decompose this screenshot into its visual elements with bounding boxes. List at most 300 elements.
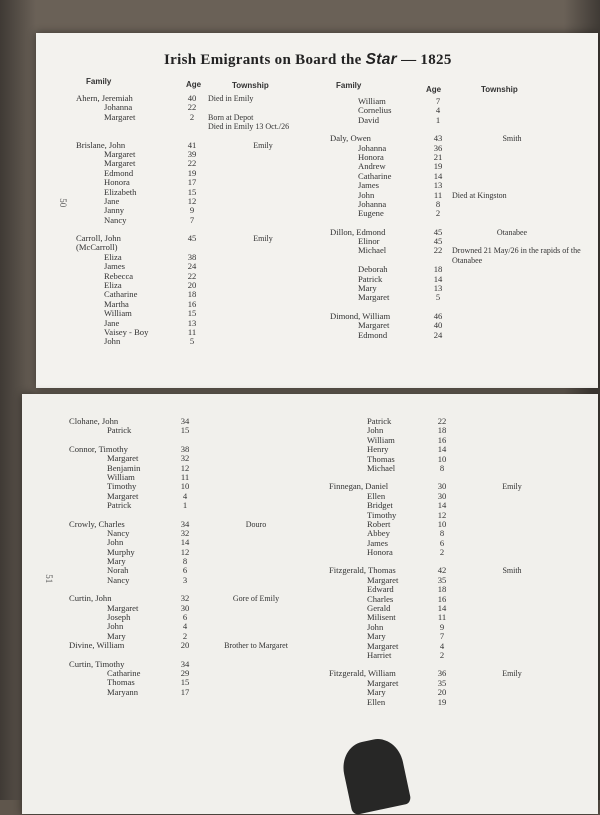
passenger-name: Mary (367, 631, 386, 642)
passenger-name: James (367, 537, 389, 548)
passenger-name: Nancy (107, 527, 130, 538)
passenger-row (329, 529, 567, 538)
page-50 (36, 33, 598, 388)
passenger-age: 14 (180, 537, 190, 548)
passenger-name: Catharine (107, 667, 141, 678)
passenger-name: Margaret (104, 158, 136, 169)
passenger-name: Abbey (367, 528, 390, 539)
passenger-row (329, 436, 567, 445)
passenger-age: 4 (435, 105, 441, 116)
passenger-row (69, 492, 311, 501)
title-year: — 1825 (401, 52, 452, 68)
passenger-age: 14 (437, 444, 447, 455)
title-ship-name: Star (365, 51, 398, 68)
passenger-age: 10 (437, 518, 447, 529)
passenger-name: Patrick (107, 500, 132, 511)
passenger-name: Ellen (367, 490, 386, 501)
passenger-age: 2 (189, 111, 195, 122)
passenger-name: Thomas (107, 677, 135, 688)
passenger-age: 21 (433, 151, 443, 162)
passenger-row (329, 482, 567, 491)
passenger-name: James (104, 261, 126, 272)
passenger-age: 1 (435, 114, 441, 125)
passenger-row (69, 538, 311, 547)
passenger-row (330, 116, 592, 125)
family-group (329, 417, 567, 473)
passenger-name: Patrick (367, 416, 392, 426)
passenger-name: Honora (358, 151, 384, 162)
passenger-name: Ellen (367, 696, 386, 707)
passenger-row (329, 566, 567, 575)
note: Died at Kingston (452, 190, 507, 200)
passenger-row (69, 594, 311, 603)
passenger-name: Eliza (104, 280, 122, 291)
passenger-row (329, 604, 567, 613)
passenger-name: William (358, 96, 386, 106)
passenger-age: 2 (439, 649, 445, 660)
note: Died in Emily (208, 94, 254, 103)
passenger-name: Margaret (107, 453, 139, 464)
passenger-age: 11 (187, 326, 197, 337)
passenger-name: Catharine (104, 289, 138, 300)
passenger-age: 22 (187, 158, 197, 169)
passenger-age: 24 (433, 329, 443, 340)
passenger-name: Finnegan, Daniel (329, 481, 389, 492)
passenger-row (69, 473, 311, 482)
passenger-row (69, 454, 311, 463)
passenger-row (69, 678, 311, 687)
passenger-row (329, 595, 567, 604)
family-group (330, 97, 592, 125)
passenger-age: 18 (437, 425, 447, 436)
township: Emily (253, 234, 273, 244)
passenger-age: 18 (187, 289, 197, 300)
passenger-age: 11 (437, 612, 447, 623)
family-group (69, 594, 311, 650)
passenger-row (329, 642, 567, 651)
passenger-name: Dimond, William (330, 310, 391, 321)
header-age-right: Age (426, 85, 442, 94)
passenger-age: 46 (433, 310, 443, 321)
passenger-row (69, 445, 311, 454)
passenger-age: 22 (437, 416, 447, 426)
township: Otanabee (496, 227, 528, 237)
passenger-name: Maryann (107, 686, 139, 697)
passenger-row (329, 464, 567, 473)
passenger-name: Fitzgerald, William (329, 668, 396, 679)
passenger-row (69, 641, 311, 650)
passenger-row (69, 669, 311, 678)
passenger-name: Margaret (358, 292, 390, 303)
passenger-age: 43 (433, 133, 443, 144)
passenger-name: Patrick (107, 425, 132, 436)
passenger-age: 42 (437, 565, 447, 576)
passenger-row (76, 216, 348, 225)
passenger-name: John (367, 621, 384, 632)
page-number: 51 (44, 574, 55, 584)
header-township-left: Township (232, 81, 269, 90)
passenger-row (329, 455, 567, 464)
passenger-row (69, 501, 311, 510)
passenger-name: Mary (367, 687, 386, 698)
passenger-age: 14 (437, 500, 447, 511)
passenger-name: Milisent (367, 612, 396, 623)
passenger-name: David (358, 114, 380, 125)
family-group (330, 134, 592, 219)
passenger-name: Murphy (107, 546, 135, 557)
family-group (330, 228, 592, 303)
passenger-name: Johanna (358, 142, 387, 153)
passenger-age: 16 (437, 593, 447, 604)
passenger-name: Margaret (367, 677, 399, 688)
passenger-name: Mary (358, 283, 377, 294)
passenger-name: Margaret (367, 640, 399, 651)
passenger-age: 12 (180, 546, 190, 557)
passenger-age: 14 (433, 170, 443, 181)
passenger-name: William (107, 471, 135, 482)
passenger-age: 11 (433, 189, 443, 200)
passenger-name: Patrick (358, 273, 383, 284)
family-group (69, 660, 311, 698)
passenger-row (69, 566, 311, 575)
passenger-age: 14 (433, 273, 443, 284)
township: Emily (502, 482, 522, 492)
family-group (69, 445, 311, 511)
passenger-row (329, 651, 567, 660)
passenger-name: Rebecca (104, 270, 134, 281)
passenger-age: 12 (437, 509, 447, 520)
passenger-age: 11 (180, 471, 190, 482)
passenger-row (329, 623, 567, 632)
family-group (330, 312, 592, 340)
passenger-row (69, 464, 311, 473)
passenger-name: Timothy (107, 481, 137, 492)
passenger-row (76, 122, 348, 131)
passenger-name: Margaret (107, 490, 139, 501)
passenger-age: 9 (189, 205, 195, 216)
passenger-age: 30 (180, 602, 190, 613)
passenger-age: 4 (439, 640, 445, 651)
township: Gore of Emily (232, 594, 280, 604)
passenger-age: 1 (182, 500, 188, 511)
passenger-name: Harriet (367, 649, 392, 660)
passenger-name: Vaisey - Boy (104, 326, 149, 337)
passenger-row (76, 113, 348, 122)
passenger-name: John (104, 336, 121, 347)
passenger-age: 12 (187, 195, 197, 206)
passenger-name: Catharine (358, 170, 392, 181)
passenger-name: James (358, 180, 380, 191)
passenger-row (329, 539, 567, 548)
passenger-row (329, 426, 567, 435)
passenger-row (69, 557, 311, 566)
township: Smith (502, 566, 522, 576)
passenger-age: 20 (180, 640, 190, 651)
passenger-name: Johanna (104, 102, 133, 113)
passenger-age: 38 (180, 443, 190, 454)
passenger-age: 13 (433, 283, 443, 294)
passenger-name: Margaret (107, 602, 139, 613)
passenger-row (69, 482, 311, 491)
passenger-name: Mary (107, 630, 126, 641)
passenger-age: 40 (433, 320, 443, 331)
passenger-row (329, 632, 567, 641)
passenger-name: Ahern, Jeremiah (76, 93, 133, 103)
passenger-row (329, 520, 567, 529)
column-top-right (330, 97, 592, 349)
passenger-name: Margaret (104, 148, 136, 159)
passenger-age: 8 (435, 198, 441, 209)
passenger-name: William (104, 308, 132, 319)
header-township-right: Township (481, 85, 518, 94)
passenger-name (76, 122, 176, 131)
passenger-age: 12 (180, 462, 190, 473)
passenger-age: 22 (187, 270, 197, 281)
passenger-age: 13 (433, 180, 443, 191)
passenger-age: 30 (437, 490, 447, 501)
passenger-age: 5 (189, 336, 195, 347)
passenger-name: John (107, 621, 124, 632)
passenger-age: 35 (437, 677, 447, 688)
passenger-age: 39 (187, 148, 197, 159)
page-number: 50 (58, 198, 69, 208)
passenger-age: 8 (439, 528, 445, 539)
passenger-name: Crowly, Charles (69, 518, 125, 529)
passenger-row (330, 245, 592, 265)
header-age-left: Age (186, 80, 202, 89)
passenger-name: Edward (367, 584, 394, 595)
passenger-name: Norah (107, 565, 129, 576)
passenger-age: 10 (437, 453, 447, 464)
passenger-row (329, 492, 567, 501)
passenger-name: Robert (367, 518, 391, 529)
passenger-row (69, 576, 311, 585)
passenger-age: 41 (187, 139, 197, 150)
passenger-row (330, 209, 592, 218)
column-top-left (76, 94, 348, 356)
passenger-row (329, 501, 567, 510)
passenger-age: 45 (433, 236, 443, 247)
passenger-name: Fitzgerald, Thomas (329, 565, 396, 576)
passenger-age: 29 (180, 667, 190, 678)
passenger-name: Henry (367, 444, 389, 455)
passenger-row (329, 669, 567, 678)
passenger-name: Jane (104, 317, 120, 328)
passenger-name: William (367, 434, 395, 445)
passenger-row (329, 511, 567, 520)
note: Born at Depot (208, 112, 254, 122)
title-prefix: Irish Emigrants on Board the (164, 52, 362, 68)
passenger-name: Nancy (104, 214, 127, 225)
passenger-row (329, 613, 567, 622)
header-family-right: Family (336, 81, 362, 90)
passenger-age: 6 (439, 537, 445, 548)
passenger-name: Bridget (367, 500, 393, 511)
passenger-age: 7 (439, 631, 445, 642)
passenger-row (330, 331, 592, 340)
passenger-row (69, 417, 311, 426)
passenger-age: 20 (187, 280, 197, 291)
passenger-age: 4 (182, 621, 188, 632)
passenger-age: 15 (187, 308, 197, 319)
passenger-name: Elinor (358, 236, 380, 247)
family-group (329, 669, 567, 707)
page-title (164, 51, 452, 68)
passenger-row (329, 576, 567, 585)
passenger-age: 19 (433, 161, 443, 172)
passenger-name: Eugene (358, 208, 384, 219)
passenger-name: Michael (367, 462, 396, 473)
note: Drowned 21 May/26 in the rapids of the Otanabee (452, 246, 581, 265)
passenger-age: 6 (182, 565, 188, 576)
passenger-age: 22 (187, 102, 197, 113)
passenger-name: Curtin, John (69, 593, 112, 604)
passenger-row (69, 426, 311, 435)
passenger-row (69, 622, 311, 631)
township: Smith (502, 134, 522, 144)
passenger-row (329, 688, 567, 697)
note: Died in Emily 13 Oct./26 (208, 122, 290, 132)
column-bottom-left (69, 417, 311, 706)
passenger-age: 2 (439, 547, 445, 558)
passenger-age: 36 (433, 142, 443, 153)
passenger-name: Dillon, Edmond (330, 226, 386, 237)
passenger-age: 5 (435, 292, 441, 303)
passenger-row (76, 337, 348, 346)
passenger-name: Edmond (104, 167, 134, 178)
passenger-name: Janny (104, 205, 125, 216)
passenger-row (330, 293, 592, 302)
passenger-age: 36 (437, 668, 447, 679)
passenger-age: 20 (437, 687, 447, 698)
passenger-age: 7 (189, 214, 195, 225)
passenger-name: Charles (367, 593, 394, 604)
passenger-row (69, 548, 311, 557)
passenger-age: 19 (437, 696, 447, 707)
passenger-row (329, 679, 567, 688)
passenger-age: 17 (180, 686, 190, 697)
passenger-name: Clohane, John (69, 416, 119, 426)
passenger-name: Johanna (358, 198, 387, 209)
family-group (69, 417, 311, 436)
passenger-row (329, 585, 567, 594)
passenger-age: 4 (182, 490, 188, 501)
passenger-name: Daly, Owen (330, 133, 371, 144)
passenger-age: 22 (433, 245, 443, 256)
passenger-age: 32 (180, 593, 190, 604)
passenger-age: 7 (435, 96, 441, 106)
passenger-age: 17 (187, 177, 197, 188)
passenger-age: 9 (439, 621, 445, 632)
passenger-name: Margaret (104, 111, 136, 122)
passenger-name: Benjamin (107, 462, 141, 473)
passenger-name: John (358, 189, 375, 200)
passenger-name: Nancy (107, 574, 130, 585)
passenger-age: 10 (180, 481, 190, 492)
passenger-age: 15 (187, 186, 197, 197)
passenger-name: Joseph (107, 612, 131, 623)
passenger-row (69, 613, 311, 622)
passenger-age: 18 (437, 584, 447, 595)
passenger-name: Brislane, John (76, 139, 126, 150)
passenger-age: 16 (187, 298, 197, 309)
passenger-name: Margaret (358, 320, 390, 331)
passenger-age: 19 (187, 167, 197, 178)
passenger-age: 3 (182, 574, 188, 585)
passenger-name: Jane (104, 195, 120, 206)
passenger-row (69, 520, 311, 529)
passenger-age: 2 (435, 208, 441, 219)
passenger-name: Eliza (104, 251, 122, 262)
passenger-name: John (367, 425, 384, 436)
township: Emily (502, 669, 522, 679)
passenger-age: 45 (187, 233, 197, 244)
passenger-row (329, 417, 567, 426)
family-group (329, 566, 567, 660)
passenger-name: Deborah (358, 264, 388, 275)
family-group (69, 520, 311, 586)
passenger-name: Edmond (358, 329, 388, 340)
passenger-name: Timothy (367, 509, 397, 520)
passenger-age: 16 (437, 434, 447, 445)
passenger-row (329, 698, 567, 707)
passenger-name: Honora (367, 547, 393, 558)
passenger-age: 8 (439, 462, 445, 473)
passenger-name: Margaret (367, 574, 399, 585)
passenger-name: Cornelius (358, 105, 392, 116)
passenger-name: Martha (104, 298, 129, 309)
passenger-age: 30 (437, 481, 447, 492)
passenger-row (329, 445, 567, 454)
passenger-name: Mary (107, 556, 126, 567)
family-group (329, 482, 567, 557)
page-51 (22, 394, 598, 814)
passenger-age: 34 (180, 518, 190, 529)
township: Douro (245, 519, 267, 529)
passenger-name: John (107, 537, 124, 548)
passenger-age: 8 (182, 556, 188, 567)
passenger-age: 13 (187, 317, 197, 328)
township: Emily (253, 140, 273, 150)
passenger-age: 2 (182, 630, 188, 641)
passenger-name: Connor, Timothy (69, 443, 128, 454)
passenger-name: Curtin, Timothy (69, 658, 125, 669)
passenger-age: 15 (180, 677, 190, 688)
passenger-age: 18 (433, 264, 443, 275)
passenger-row (69, 660, 311, 669)
passenger-age: 45 (433, 226, 443, 237)
passenger-name: Andrew (358, 161, 386, 172)
passenger-age: 35 (437, 574, 447, 585)
passenger-name: Carroll, John (76, 233, 121, 244)
passenger-age: 32 (180, 527, 190, 538)
passenger-row (69, 688, 311, 697)
family-group (76, 94, 348, 132)
passenger-name: Thomas (367, 453, 395, 464)
passenger-name: Gerald (367, 603, 391, 614)
passenger-name: Elizabeth (104, 186, 137, 197)
family-group (76, 141, 348, 226)
passenger-name: (McCarroll) (76, 242, 118, 253)
passenger-age (176, 122, 208, 131)
passenger-row (69, 604, 311, 613)
passenger-row (69, 529, 311, 538)
header-family-left: Family (86, 77, 112, 86)
passenger-age: 34 (180, 416, 190, 426)
passenger-name: Honora (104, 177, 130, 188)
passenger-age: 34 (180, 658, 190, 669)
passenger-age: 40 (187, 93, 197, 103)
